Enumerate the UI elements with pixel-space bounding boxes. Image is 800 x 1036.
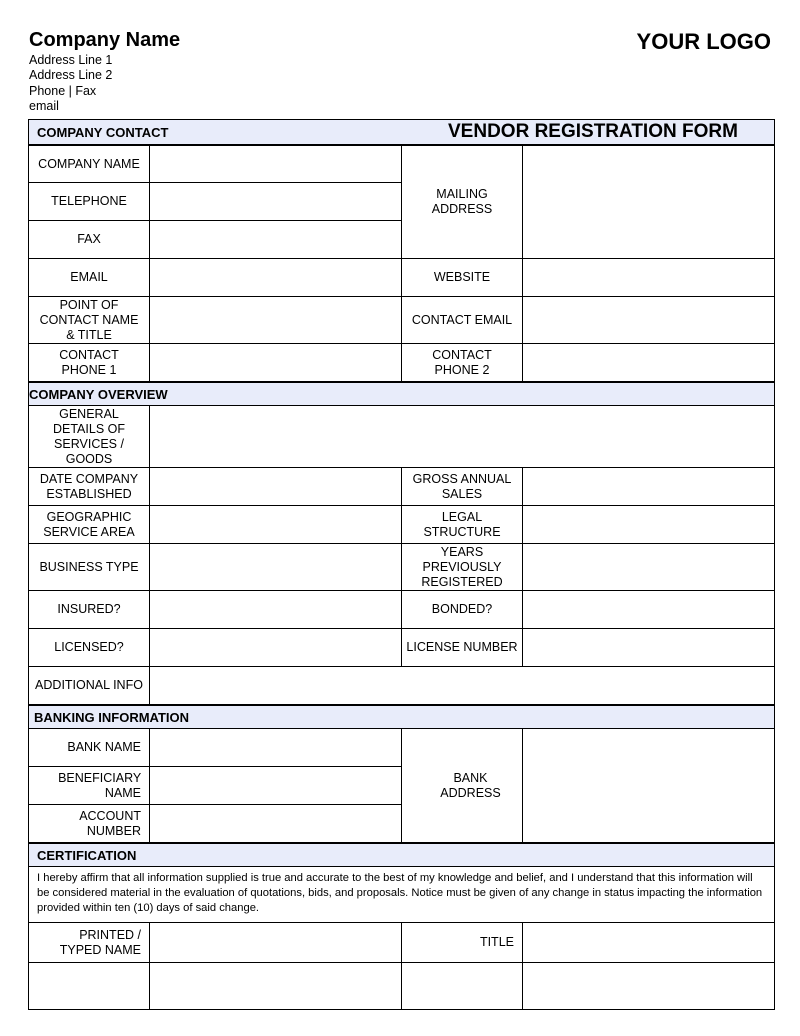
gross-sales-field[interactable]: [522, 467, 775, 506]
telephone-field[interactable]: [149, 182, 402, 221]
poc-name-field[interactable]: [149, 296, 402, 344]
certification-statement: I hereby affirm that all information supplied is true and accurate to the best of my knowledge and belief, and I understand that this information will be considered material in the evaluation of quotations, bids, and proposals. Notice must be given of any change in status impacting the information provided within ten (10) days of said change.: [28, 866, 775, 923]
label-years-registered: YEARS PREVIOUSLY REGISTERED: [401, 543, 523, 591]
bonded-field[interactable]: [522, 590, 775, 629]
label-contact-email: CONTACT EMAIL: [401, 296, 523, 344]
label-company-name: COMPANY NAME: [28, 145, 150, 183]
address-line-1: Address Line 1: [29, 53, 113, 67]
section-title: COMPANY OVERVIEW: [29, 386, 168, 402]
label-email: EMAIL: [28, 258, 150, 297]
address-line-2: Address Line 2: [29, 68, 113, 82]
section-certification: [28, 843, 775, 867]
section-title: COMPANY CONTACT: [37, 124, 169, 140]
service-area-field[interactable]: [149, 505, 402, 544]
label-printed-name: PRINTED / TYPED NAME: [28, 922, 150, 963]
label-website: WEBSITE: [401, 258, 523, 297]
label-general-details: GENERAL DETAILS OF SERVICES / GOODS: [28, 405, 150, 468]
label-gross-sales: GROSS ANNUAL SALES: [401, 467, 523, 506]
label-licensed: LICENSED?: [28, 628, 150, 667]
label-bank-address: BANK ADDRESS: [401, 728, 523, 843]
label-service-area: GEOGRAPHIC SERVICE AREA: [28, 505, 150, 544]
label-legal-structure: LEGAL STRUCTURE: [401, 505, 523, 544]
company-name: Company Name: [29, 29, 181, 51]
label-date-established: DATE COMPANY ESTABLISHED: [28, 467, 150, 506]
company-email: email: [29, 99, 59, 113]
label-title: TITLE: [401, 922, 523, 963]
section-title: CERTIFICATION: [37, 847, 137, 863]
section-title: BANKING INFORMATION: [34, 709, 190, 725]
license-number-field[interactable]: [522, 628, 775, 667]
business-type-field[interactable]: [149, 543, 402, 591]
label-contact-phone-2: CONTACT PHONE 2: [401, 343, 523, 382]
contact-phone-1-field[interactable]: [149, 343, 402, 382]
account-number-field[interactable]: [149, 804, 402, 843]
label-fax: FAX: [28, 220, 150, 259]
bank-address-field[interactable]: [522, 728, 775, 843]
bank-name-field[interactable]: [149, 728, 402, 767]
label-additional-info: ADDITIONAL INFO: [28, 666, 150, 705]
signature-label-cell: [28, 962, 150, 1010]
label-mailing-address: MAILING ADDRESS: [401, 145, 523, 259]
licensed-field[interactable]: [149, 628, 402, 667]
email-field[interactable]: [149, 258, 402, 297]
fax-field[interactable]: [149, 220, 402, 259]
label-account-number: ACCOUNT NUMBER: [28, 804, 150, 843]
years-registered-field[interactable]: [522, 543, 775, 591]
company-name-field[interactable]: [149, 145, 402, 183]
contact-email-field[interactable]: [522, 296, 775, 344]
insured-field[interactable]: [149, 590, 402, 629]
label-business-type: BUSINESS TYPE: [28, 543, 150, 591]
label-telephone: TELEPHONE: [28, 182, 150, 221]
form-title: VENDOR REGISTRATION FORM: [448, 121, 738, 142]
label-poc-name: POINT OF CONTACT NAME & TITLE: [28, 296, 150, 344]
date-label-cell: [401, 962, 523, 1010]
legal-structure-field[interactable]: [522, 505, 775, 544]
title-field[interactable]: [522, 922, 775, 963]
section-company-overview: [28, 382, 775, 406]
date-established-field[interactable]: [149, 467, 402, 506]
vendor-form: [28, 119, 775, 1010]
general-details-field[interactable]: [149, 405, 775, 468]
date-field[interactable]: [522, 962, 775, 1010]
mailing-address-field[interactable]: [522, 145, 775, 259]
contact-phone-2-field[interactable]: [522, 343, 775, 382]
label-bank-name: BANK NAME: [28, 728, 150, 767]
printed-name-field[interactable]: [149, 922, 402, 963]
label-insured: INSURED?: [28, 590, 150, 629]
company-logo: YOUR LOGO: [636, 29, 771, 54]
label-license-number: LICENSE NUMBER: [401, 628, 523, 667]
signature-field[interactable]: [149, 962, 402, 1010]
section-banking-information: [28, 705, 775, 729]
phone-fax: Phone | Fax: [29, 84, 97, 98]
website-field[interactable]: [522, 258, 775, 297]
label-bonded: BONDED?: [401, 590, 523, 629]
additional-info-field[interactable]: [149, 666, 775, 705]
beneficiary-name-field[interactable]: [149, 766, 402, 805]
label-contact-phone-1: CONTACT PHONE 1: [28, 343, 150, 382]
label-beneficiary-name: BENEFICIARY NAME: [28, 766, 150, 805]
